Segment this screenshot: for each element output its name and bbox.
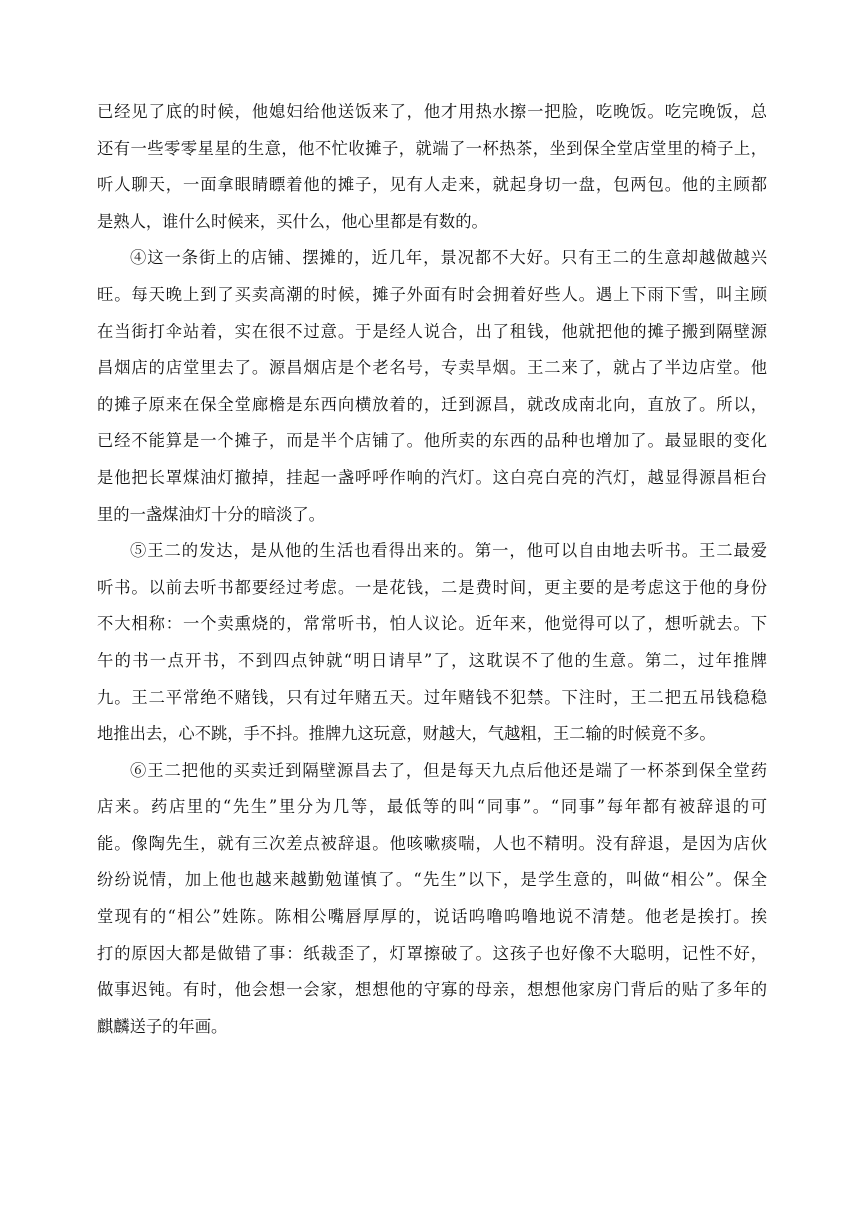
paragraph-6 — [97, 753, 767, 1046]
text-line: 还有一些零零星星的生意，他不忙收摊子，就端了一杯热茶，坐到保全堂店堂里的椅子上， — [97, 138, 767, 158]
text-line: 听人聊天，一面拿眼睛瞟着他的摊子，见有人走来，就起身切一盘，包两包。他的主顾都 — [97, 175, 767, 195]
text-line: 的摊子原来在保全堂廊檐是东西向横放着的，迁到源昌，就改成南北向，直放了。所以， — [97, 394, 767, 414]
text-line: 是熟人，谁什么时候来，买什么，他心里都是有数的。 — [97, 211, 488, 231]
text-line: 堂现有的“相公”姓陈。陈相公嘴唇厚厚的，说话呜噜呜噜地说不清楚。他老是挨打。挨 — [97, 907, 767, 927]
paragraph-5 — [97, 533, 767, 753]
document-body — [97, 94, 767, 1045]
text-line: 地推出去，心不跳，手不抖。推牌九这玩意，财越大，气越粗，王二输的时候竟不多。 — [97, 724, 716, 744]
text-line: 在当街打伞站着，实在很不过意。于是经人说合，出了租钱，他就把他的摊子搬到隔壁源 — [97, 321, 767, 341]
text-line: 能。像陶先生，就有三次差点被辞退。他咳嗽痰喘，人也不精明。没有辞退，是因为店伙 — [97, 833, 767, 853]
text-line: 打的原因大都是做错了事：纸裁歪了，灯罩擦破了。这孩子也好像不大聪明，记性不好， — [97, 943, 767, 963]
paragraph-3-continuation — [97, 94, 767, 240]
text-line: 听书。以前去听书都要经过考虑。一是花钱，二是费时间，更主要的是考虑这于他的身份 — [97, 577, 767, 597]
text-line: 纷纷说情，加上他也越来越勤勉谨慎了。“先生”以下，是学生意的，叫做“相公”。保全 — [97, 870, 767, 890]
text-line: 店来。药店里的“先生”里分为几等，最低等的叫“同事”。“同事”每年都有被辞退的可 — [97, 797, 767, 817]
text-line: 麒麟送子的年画。 — [97, 1016, 228, 1036]
text-line: ⑤王二的发达，是从他的生活也看得出来的。第一，他可以自由地去听书。王二最爱 — [130, 541, 767, 561]
text-line: 里的一盏煤油灯十分的暗淡了。 — [97, 504, 325, 524]
text-line: 已经不能算是一个摊子，而是半个店铺了。他所卖的东西的品种也增加了。最显眼的变化 — [97, 431, 767, 451]
text-line: 昌烟店的店堂里去了。源昌烟店是个老名号，专卖旱烟。王二来了，就占了半边店堂。他 — [97, 358, 767, 378]
text-line: 做事迟钝。有时，他会想一会家，想想他的守寡的母亲，想想他家房门背后的贴了多年的 — [97, 980, 767, 1000]
paragraph-4 — [97, 240, 767, 533]
text-line: 午的书一点开书，不到四点钟就“明日请早”了，这耽误不了他的生意。第二，过年推牌 — [97, 650, 767, 670]
text-line: 旺。每天晚上到了买卖高潮的时候，摊子外面有时会拥着好些人。遇上下雨下雪，叫主顾 — [97, 284, 767, 304]
text-line: ④这一条街上的店铺、摆摊的，近几年，景况都不大好。只有王二的生意却越做越兴 — [130, 248, 767, 268]
text-line: 不大相称：一个卖熏烧的，常常听书，怕人议论。近年来，他觉得可以了，想听就去。下 — [97, 614, 767, 634]
text-line: 九。王二平常绝不赌钱，只有过年赌五天。过年赌钱不犯禁。下注时，王二把五吊钱稳稳 — [97, 687, 767, 707]
text-line: 是他把长罩煤油灯撤掉，挂起一盏呼呼作响的汽灯。这白亮白亮的汽灯，越显得源昌柜台 — [97, 467, 767, 487]
text-line: 已经见了底的时候，他媳妇给他送饭来了，他才用热水擦一把脸，吃晚饭。吃完晚饭，总 — [97, 102, 767, 121]
text-line: ⑥王二把他的买卖迁到隔壁源昌去了，但是每天九点后他还是端了一杯茶到保全堂药 — [130, 760, 767, 780]
